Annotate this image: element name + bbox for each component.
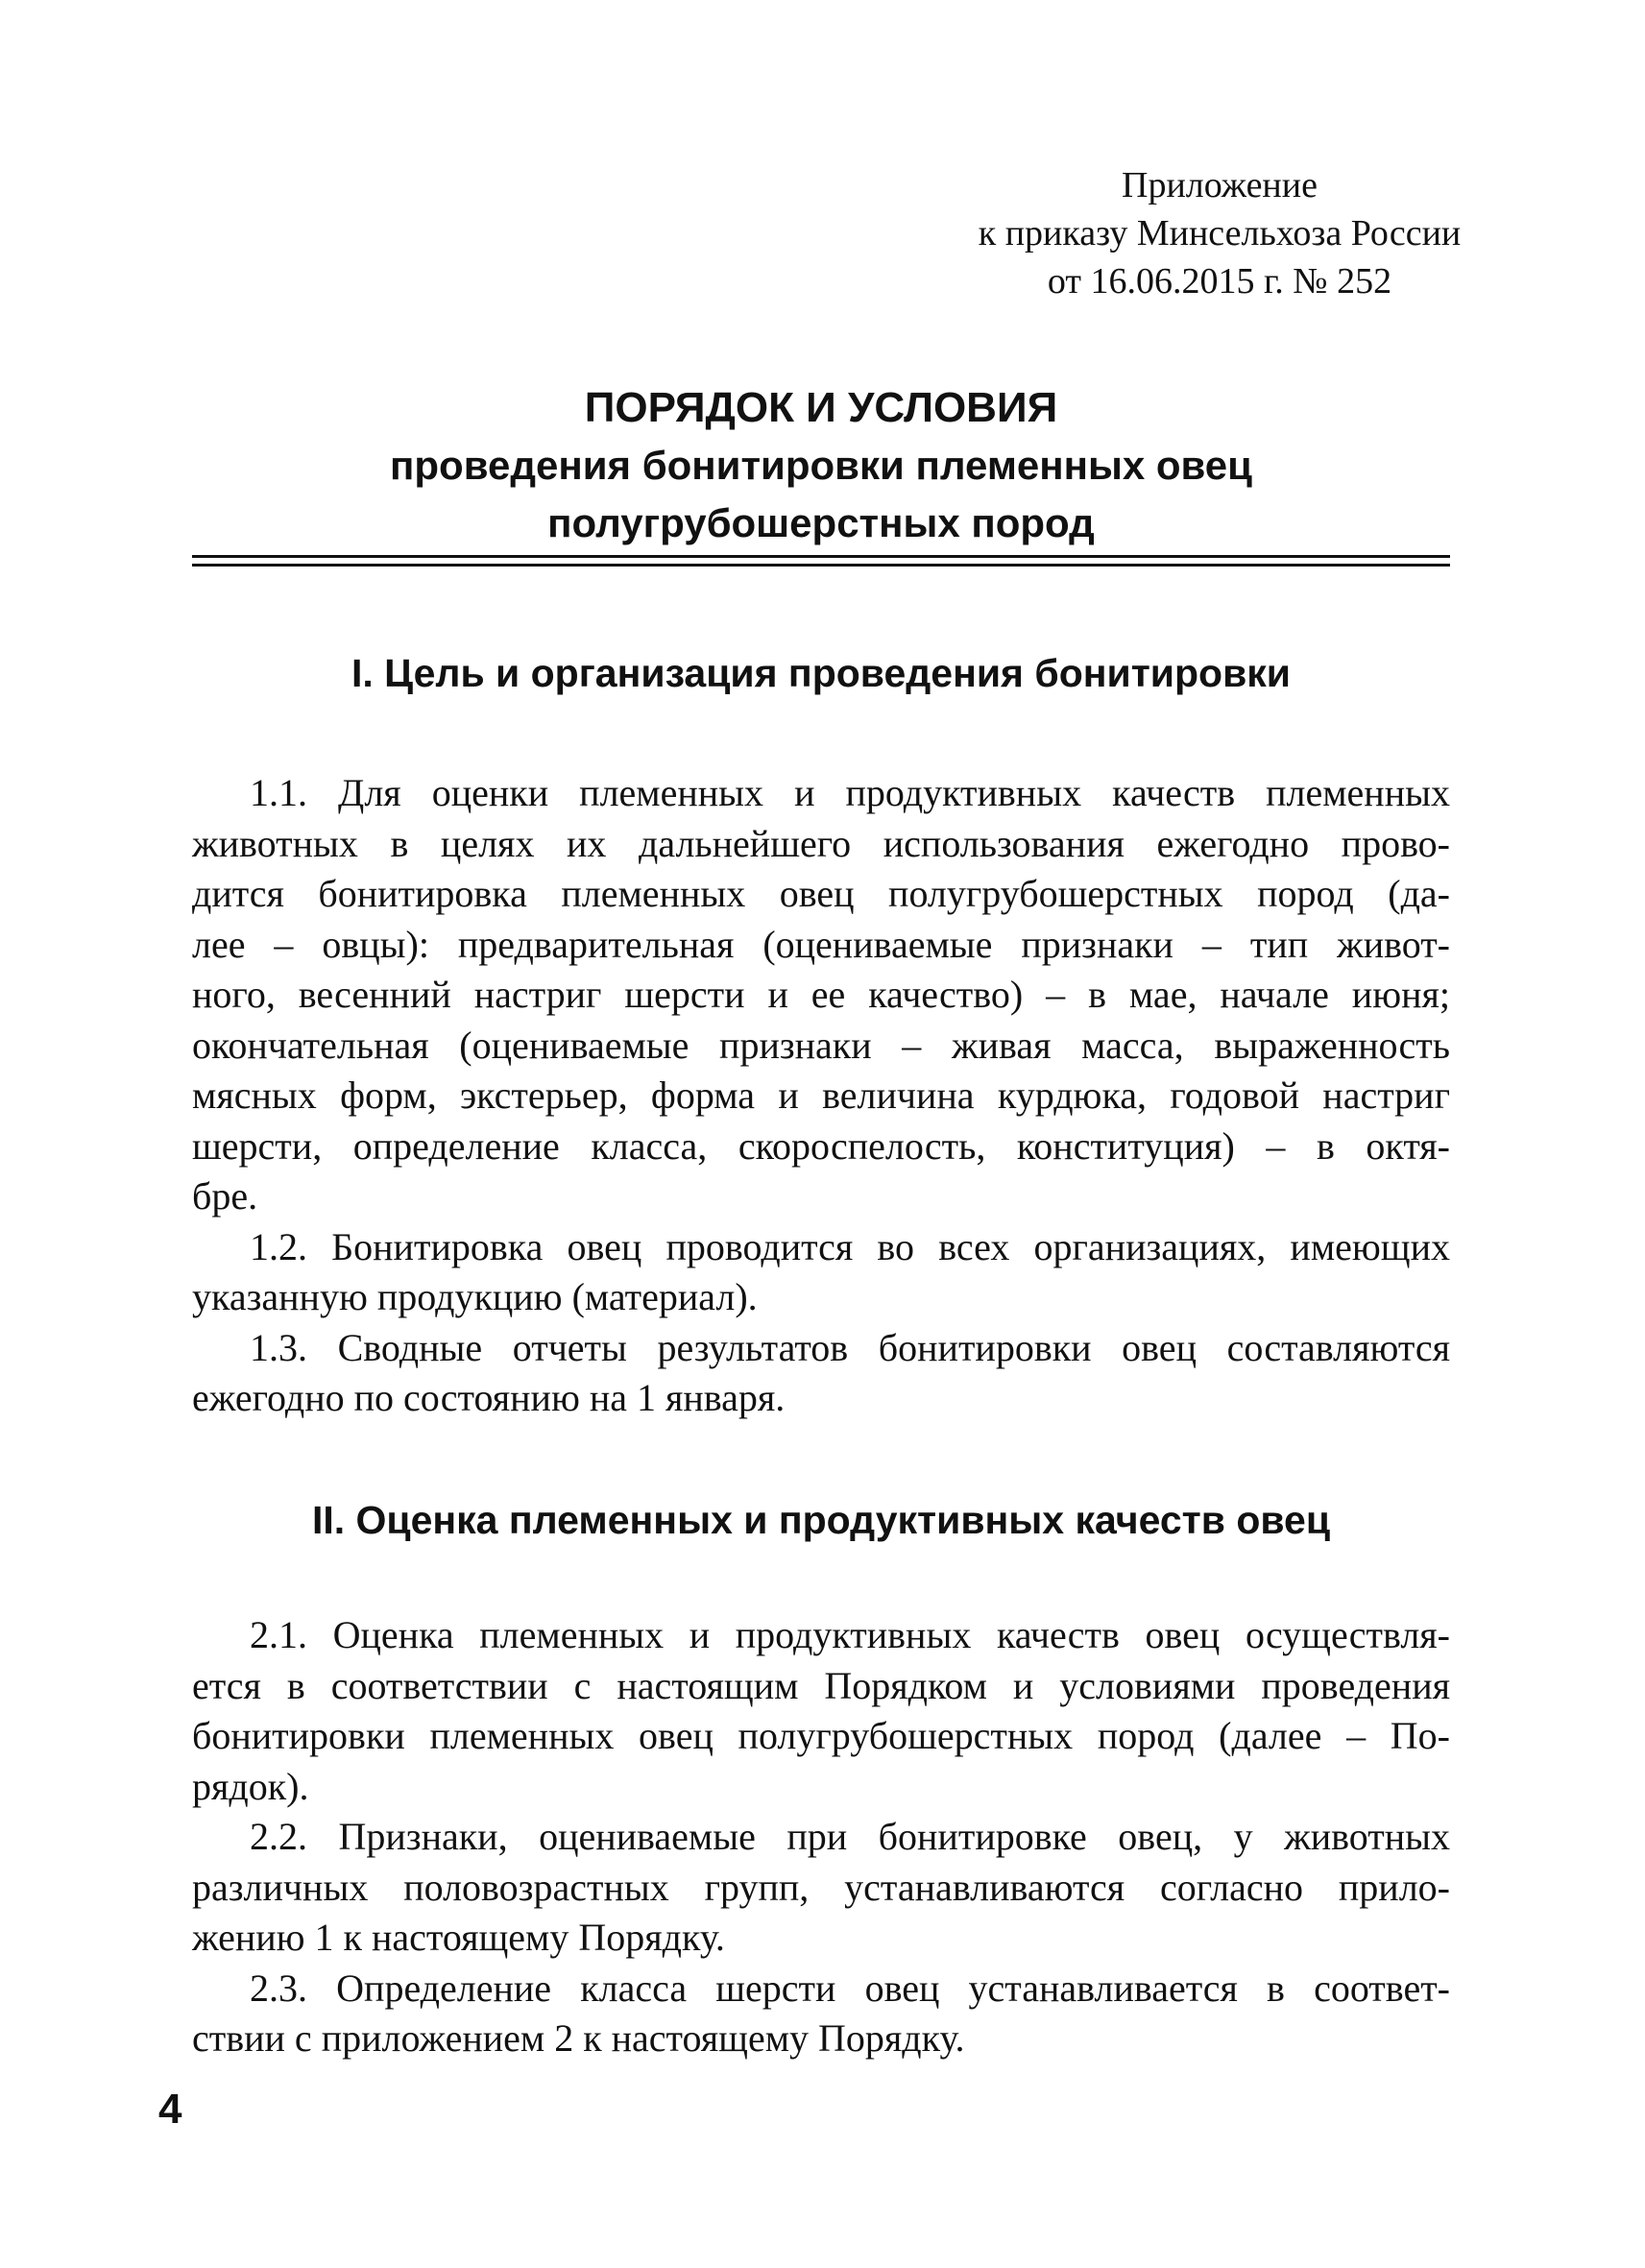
text-line: 1.1. Для оценки племенных и продуктивных качеств племенных <box>250 771 1450 814</box>
title-subtitle-line-1: проведения бонитировки племенных овец <box>390 443 1252 488</box>
paragraph-2-3 <box>192 1964 1450 2064</box>
text-line: 1.2. Бонитировка овец проводится во всех организациях, имеющих <box>250 1224 1450 1268</box>
text-line: бре. <box>192 1174 258 1218</box>
text-line: дится бонитировка племенных овец полугрубошерстных пород (да- <box>192 872 1450 915</box>
text-line: ствии с приложением 2 к настоящему Порядку. <box>192 2016 965 2060</box>
text-line: различных половозрастных групп, устанавливаются согласно прило- <box>192 1865 1450 1909</box>
appendix-order: к приказу Минсельхоза России <box>978 213 1462 253</box>
text-line: 2.3. Определение класса шерсти овец устанавливается в соответ- <box>250 1966 1450 2010</box>
text-line: шерсти, определение класса, скороспелость, конституция) – в октя- <box>192 1123 1450 1168</box>
text-line: ежегодно по состоянию на 1 января. <box>192 1376 786 1419</box>
text-line: жению 1 к настоящему Порядку. <box>192 1916 725 1959</box>
appendix-reference <box>864 161 1575 305</box>
text-line: ется в соответствии с настоящим Порядком и условиями проведения <box>192 1663 1450 1707</box>
page-number: 4 <box>158 2086 182 2133</box>
section-1-heading: I. Цель и организация проведения бонитировки <box>351 651 1292 695</box>
text-line: 2.2. Признаки, оцениваемые при бонитировке овец, у животных <box>250 1815 1450 1858</box>
text-line: рядок). <box>192 1764 309 1808</box>
section-2-heading: II. Оценка племенных и продуктивных качеств овец <box>311 1498 1331 1542</box>
title-double-rule <box>192 555 1450 567</box>
paragraph-1-3 <box>192 1323 1450 1424</box>
title-subtitle-line-2: полугрубошерстных пород <box>547 500 1095 545</box>
document-title <box>192 379 1450 552</box>
appendix-date: от 16.06.2015 г. № 252 <box>1047 261 1392 302</box>
text-line: окончательная (оцениваемые признаки – живая масса, выраженность <box>192 1023 1450 1067</box>
section-2-body <box>192 1610 1450 2064</box>
text-line: лее – овцы): предварительная (оцениваемые признаки – тип живот- <box>192 922 1450 966</box>
paragraph-1-1 <box>192 768 1450 1222</box>
section-1-body <box>192 768 1450 1424</box>
appendix-label: Приложение <box>1122 165 1318 205</box>
text-line: животных в целях их дальнейшего использования ежегодно прово- <box>192 821 1450 865</box>
text-line: 2.1. Оценка племенных и продуктивных качеств овец осуществля- <box>250 1613 1450 1656</box>
paragraph-1-2 <box>192 1222 1450 1323</box>
paragraph-2-1 <box>192 1610 1450 1812</box>
text-line: мясных форм, экстерьер, форма и величина курдюка, годовой настриг <box>192 1074 1450 1117</box>
text-line: бонитировки племенных овец полугрубошерстных пород (далее – По- <box>192 1714 1450 1757</box>
text-line: 1.3. Сводные отчеты результатов бонитировки овец составляются <box>250 1325 1450 1369</box>
text-line: ного, весенний настриг шерсти и ее качество) – в мае, начале июня; <box>192 973 1450 1016</box>
text-line: указанную продукцию (материал). <box>192 1275 758 1318</box>
paragraph-2-2 <box>192 1812 1450 1964</box>
title-main: ПОРЯДОК И УСЛОВИЯ <box>584 384 1058 431</box>
